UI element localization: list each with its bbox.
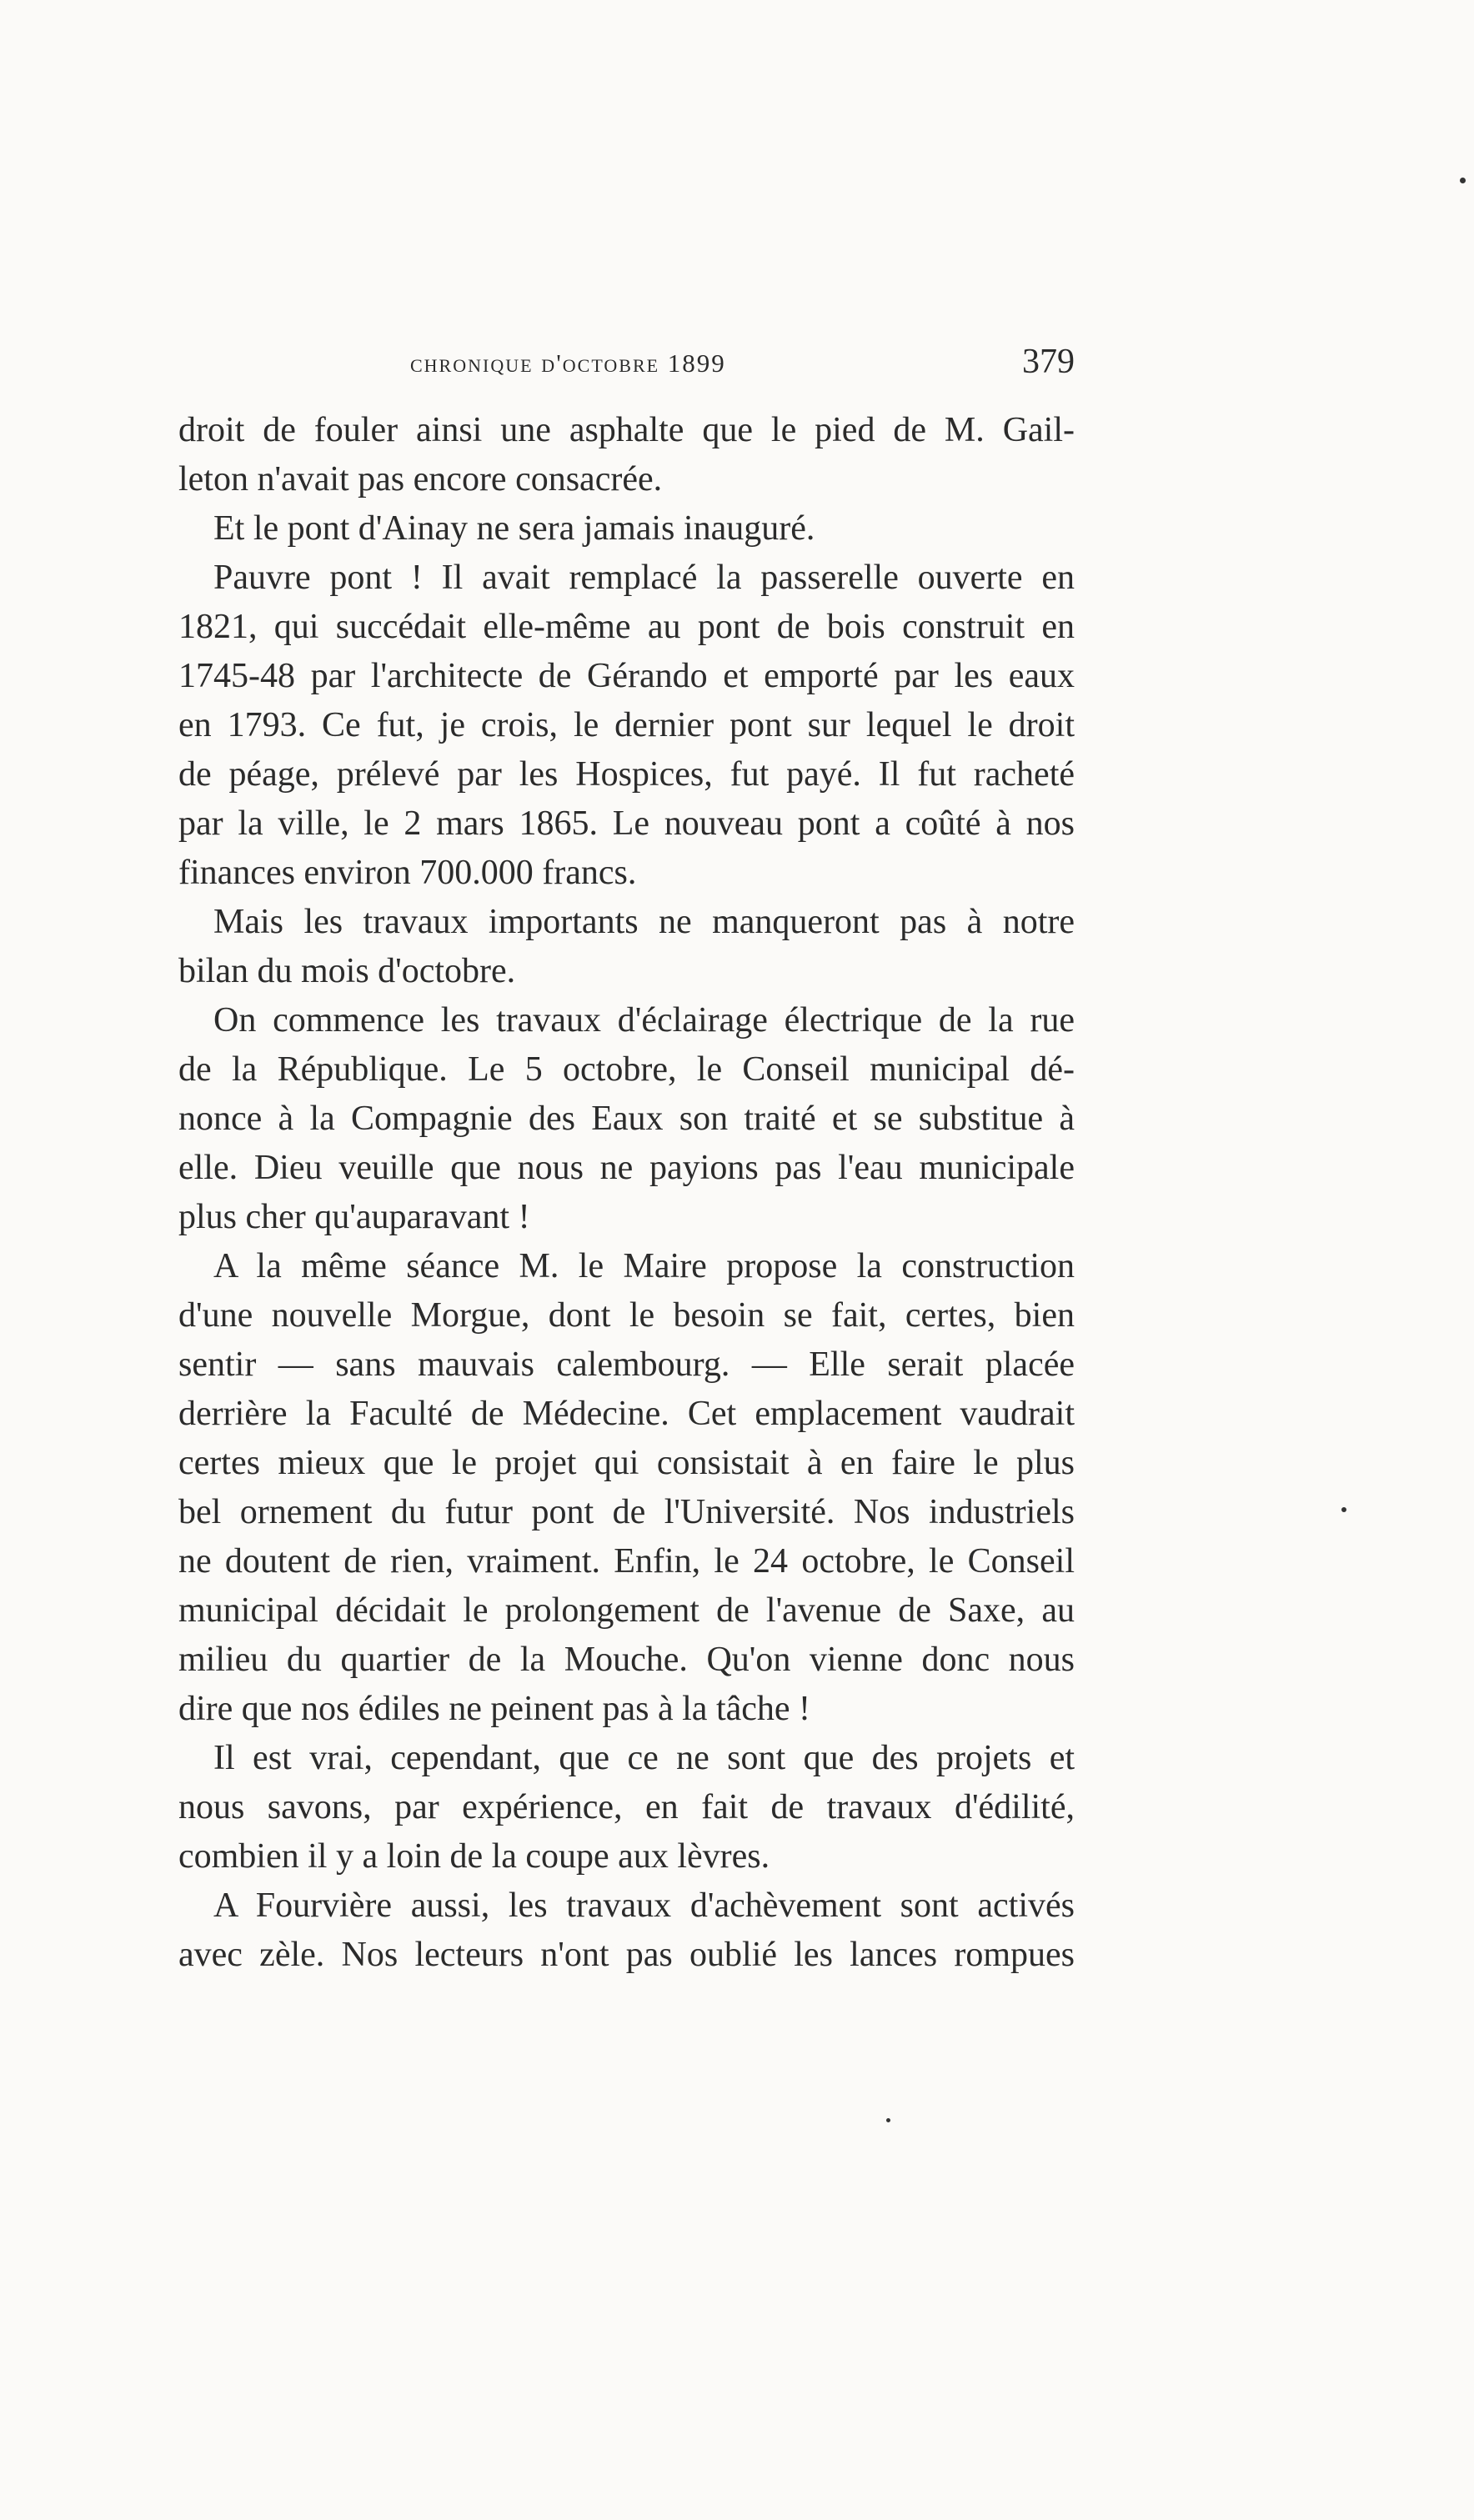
text-line: d'une nouvelle Morgue, dont le besoin se fait, certes, bien — [178, 1296, 1075, 1335]
text-line: milieu du quartier de la Mouche. Qu'on vienne donc nous — [178, 1641, 1075, 1679]
text-line: Pauvre pont ! Il avait remplacé la passerelle ouverte en — [213, 559, 1075, 597]
text-line: derrière la Faculté de Médecine. Cet emplacement vaudrait — [178, 1395, 1075, 1433]
page-number: 379 — [1022, 343, 1075, 381]
text-line: Et le pont d'Ainay ne sera jamais inauguré. — [213, 509, 815, 548]
text-line: bel ornement du futur pont de l'Université. Nos industriels — [178, 1493, 1075, 1531]
text-line: leton n'avait pas encore consacrée. — [178, 460, 663, 498]
running-title: chronique d'octobre 1899 — [410, 348, 726, 378]
text-line: 1821, qui succédait elle-même au pont de bois construit en — [178, 608, 1075, 646]
text-line: Mais les travaux importants ne manqueront pas à notre — [213, 903, 1075, 941]
text-line: droit de fouler ainsi une asphalte que le pied de M. Gail- — [178, 411, 1075, 449]
scan-speck — [886, 2118, 890, 2122]
text-line: ne doutent de rien, vraiment. Enfin, le 24 octobre, le Conseil — [178, 1542, 1075, 1581]
text-line: avec zèle. Nos lecteurs n'ont pas oublié les lances rompues — [178, 1936, 1075, 1974]
text-line: certes mieux que le projet qui consistait à en faire le plus — [178, 1444, 1075, 1482]
text-line: elle. Dieu veuille que nous ne payions pas l'eau municipale — [178, 1149, 1075, 1187]
text-line: Il est vrai, cependant, que ce ne sont que des projets et — [213, 1739, 1075, 1777]
text-line: municipal décidait le prolongement de l'avenue de Saxe, au — [178, 1591, 1075, 1630]
scan-speck — [1460, 178, 1466, 183]
page-header — [178, 342, 1075, 400]
text-line: finances environ 700.000 francs. — [178, 854, 637, 892]
text-line: de péage, prélevé par les Hospices, fut payé. Il fut racheté — [178, 755, 1075, 794]
text-line: bilan du mois d'octobre. — [178, 952, 516, 990]
text-line: On commence les travaux d'éclairage électrique de la rue — [213, 1001, 1075, 1040]
scan-speck — [1341, 1507, 1346, 1512]
body-text — [178, 406, 1075, 1980]
text-line: plus cher qu'auparavant ! — [178, 1198, 530, 1236]
text-line: combien il y a loin de la coupe aux lèvres. — [178, 1837, 770, 1876]
text-line: 1745-48 par l'architecte de Gérando et emporté par les eaux — [178, 657, 1075, 695]
text-line: nonce à la Compagnie des Eaux son traité et se substitue à — [178, 1100, 1075, 1138]
text-line: par la ville, le 2 mars 1865. Le nouveau pont a coûté à nos — [178, 804, 1075, 843]
text-line: sentir — sans mauvais calembourg. — Elle serait placée — [178, 1345, 1075, 1384]
text-line: A la même séance M. le Maire propose la construction — [213, 1247, 1075, 1285]
text-line: en 1793. Ce fut, je crois, le dernier pont sur lequel le droit — [178, 706, 1075, 744]
text-line: dire que nos édiles ne peinent pas à la tâche ! — [178, 1690, 811, 1728]
text-line: nous savons, par expérience, en fait de travaux d'édilité, — [178, 1788, 1075, 1826]
text-line: A Fourvière aussi, les travaux d'achèvement sont activés — [213, 1886, 1075, 1925]
text-line: de la République. Le 5 octobre, le Conseil municipal dé- — [178, 1050, 1075, 1089]
